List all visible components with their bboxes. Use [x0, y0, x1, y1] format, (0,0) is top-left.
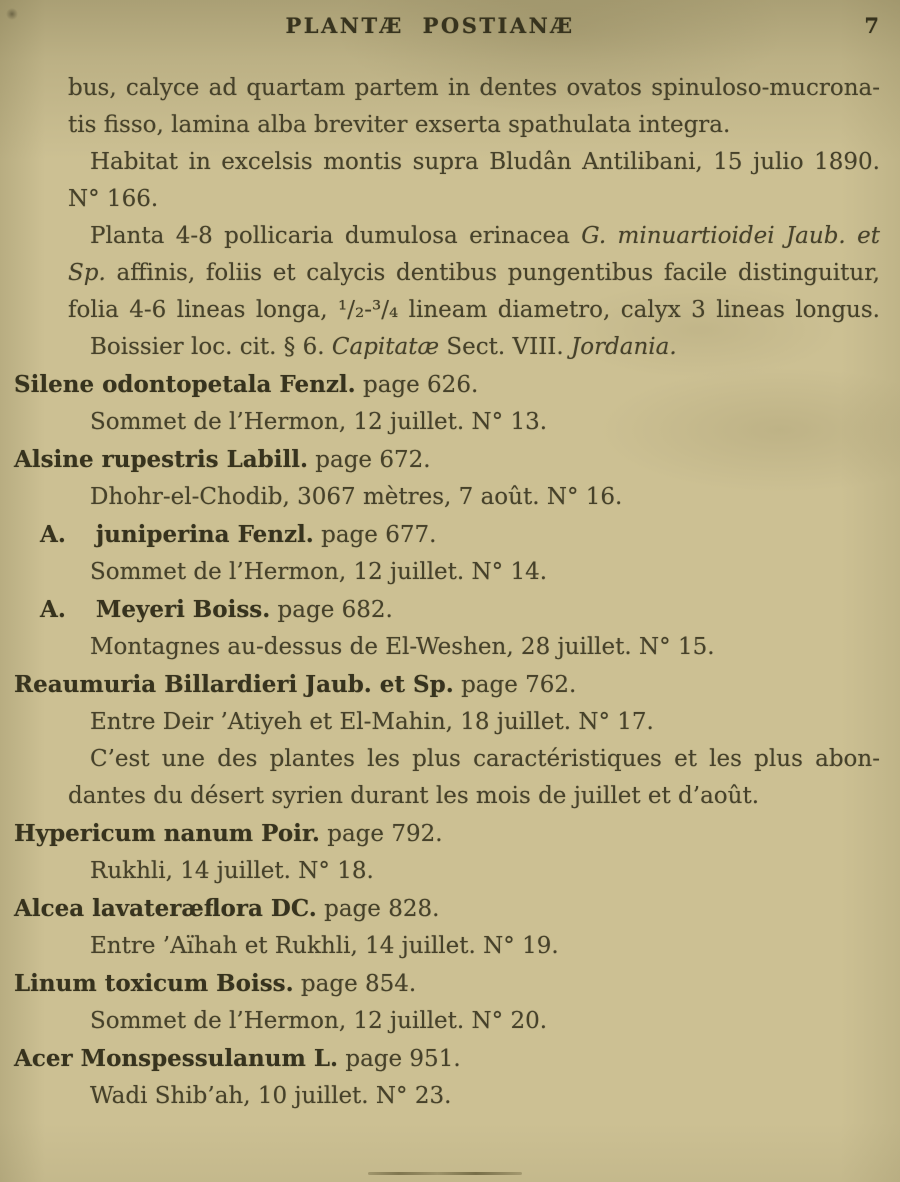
text-line — [14, 741, 880, 778]
text-line — [14, 629, 880, 666]
text-line — [14, 366, 880, 404]
text-segment: Sp. — [68, 260, 106, 286]
text-line — [14, 516, 880, 554]
text-line — [14, 255, 880, 292]
text-line — [14, 704, 880, 741]
text-line — [14, 591, 880, 629]
text-segment: page 792. — [319, 821, 443, 847]
text-line — [14, 815, 880, 853]
text-line — [14, 853, 880, 890]
text-line — [14, 404, 880, 441]
text-line — [14, 890, 880, 928]
text-segment: Meyeri Boiss. — [95, 596, 271, 623]
text-segment: bus, calyce ad quartam partem in dentes ovatos spinuloso-mucrona- — [68, 75, 880, 101]
text-segment: juniperina Fenzl. — [95, 521, 314, 548]
text-segment: affinis, foliis et calycis dentibus pungentibus facile distinguitur, — [105, 260, 880, 286]
text-line — [14, 965, 880, 1003]
text-segment: A. — [40, 521, 66, 548]
text-segment: Alsine rupestris Labill. — [14, 446, 308, 473]
text-segment: Planta 4-8 pollicaria dumulosa erinacea — [90, 223, 582, 249]
text-line — [14, 292, 880, 329]
text-line — [14, 928, 880, 965]
footer-rule — [368, 1172, 522, 1175]
text-segment: C’est une des plantes les plus caractéristiques et les plus abon- — [90, 746, 880, 772]
text-line — [14, 181, 880, 218]
text-line — [14, 1040, 880, 1078]
text-segment: tis fisso, lamina alba breviter exserta spathulata integra. — [68, 112, 731, 138]
text-segment: Jordania. — [571, 334, 677, 360]
text-line — [14, 1078, 880, 1115]
text-segment: page 828. — [316, 896, 440, 922]
text-segment: Habitat in excelsis montis supra Bludân Antilibani, 15 julio 1890. — [90, 149, 880, 175]
text-segment: Sommet de l’Hermon, 12 juillet. N° 20. — [90, 1008, 548, 1034]
text-segment: Wadi Shib’ah, 10 juillet. N° 23. — [90, 1083, 452, 1109]
text-segment: dantes du désert syrien durant les mois de juillet et d’août. — [68, 783, 760, 809]
text-line — [14, 144, 880, 181]
text-segment: page 672. — [307, 447, 431, 473]
text-line — [14, 778, 880, 815]
text-segment: Silene odontopetala Fenzl. — [14, 371, 356, 398]
text-segment: Sect. VIII. — [439, 334, 571, 360]
text-line — [14, 107, 880, 144]
text-segment: page 762. — [453, 672, 577, 698]
text-segment: folia 4-6 lineas longa, ¹/₂-³/₄ lineam diametro, calyx 3 lineas longus. — [68, 297, 880, 323]
text-line — [14, 479, 880, 516]
text-segment: Acer Monspessulanum L. — [14, 1045, 339, 1072]
text-segment: Sommet de l’Hermon, 12 juillet. N° 13. — [90, 409, 548, 435]
text-line — [14, 441, 880, 479]
text-line — [14, 218, 880, 255]
text-line — [14, 554, 880, 591]
text-segment: Dhohr-el-Chodib, 3067 mètres, 7 août. N° 16. — [90, 484, 623, 510]
text-segment: Entre Deir ’Atiyeh et El-Mahin, 18 juillet. N° 17. — [90, 709, 654, 735]
text-segment: Capitatæ — [331, 334, 440, 360]
text-line — [14, 1003, 880, 1040]
text-segment: Entre ’Aïhah et Rukhli, 14 juillet. N° 19. — [90, 933, 559, 959]
text-segment: page 951. — [338, 1046, 461, 1072]
text-segment: Reaumuria Billardieri Jaub. et Sp. — [14, 671, 454, 698]
text-segment: Boissier loc. cit. § 6. — [90, 334, 332, 360]
text-line — [14, 70, 880, 107]
text-segment: Linum toxicum Boiss. — [14, 970, 294, 997]
text-segment: Hypericum nanum Poir. — [14, 820, 320, 847]
text-segment: page 677. — [313, 522, 437, 548]
text-segment: Sommet de l’Hermon, 12 juillet. N° 14. — [90, 559, 548, 585]
text-segment: page 854. — [293, 971, 417, 997]
text-segment: Alcea lavateræflora DC. — [14, 895, 317, 922]
text-segment: G. minuartioidei Jaub. et — [581, 223, 881, 249]
text-segment: N° 166. — [68, 186, 159, 212]
text-line — [14, 329, 880, 366]
text-block — [14, 70, 880, 1115]
text-line — [14, 666, 880, 704]
text-segment: Montagnes au-dessus de El-Weshen, 28 juillet. N° 15. — [90, 634, 715, 660]
running-head-title: PLANTÆ POSTIANÆ — [285, 13, 575, 38]
text-segment: A. — [40, 596, 66, 623]
text-segment: page 682. — [270, 597, 393, 623]
text-segment: page 626. — [355, 372, 479, 398]
text-segment: Rukhli, 14 juillet. N° 18. — [90, 858, 374, 884]
page-number: 7 — [864, 13, 879, 38]
